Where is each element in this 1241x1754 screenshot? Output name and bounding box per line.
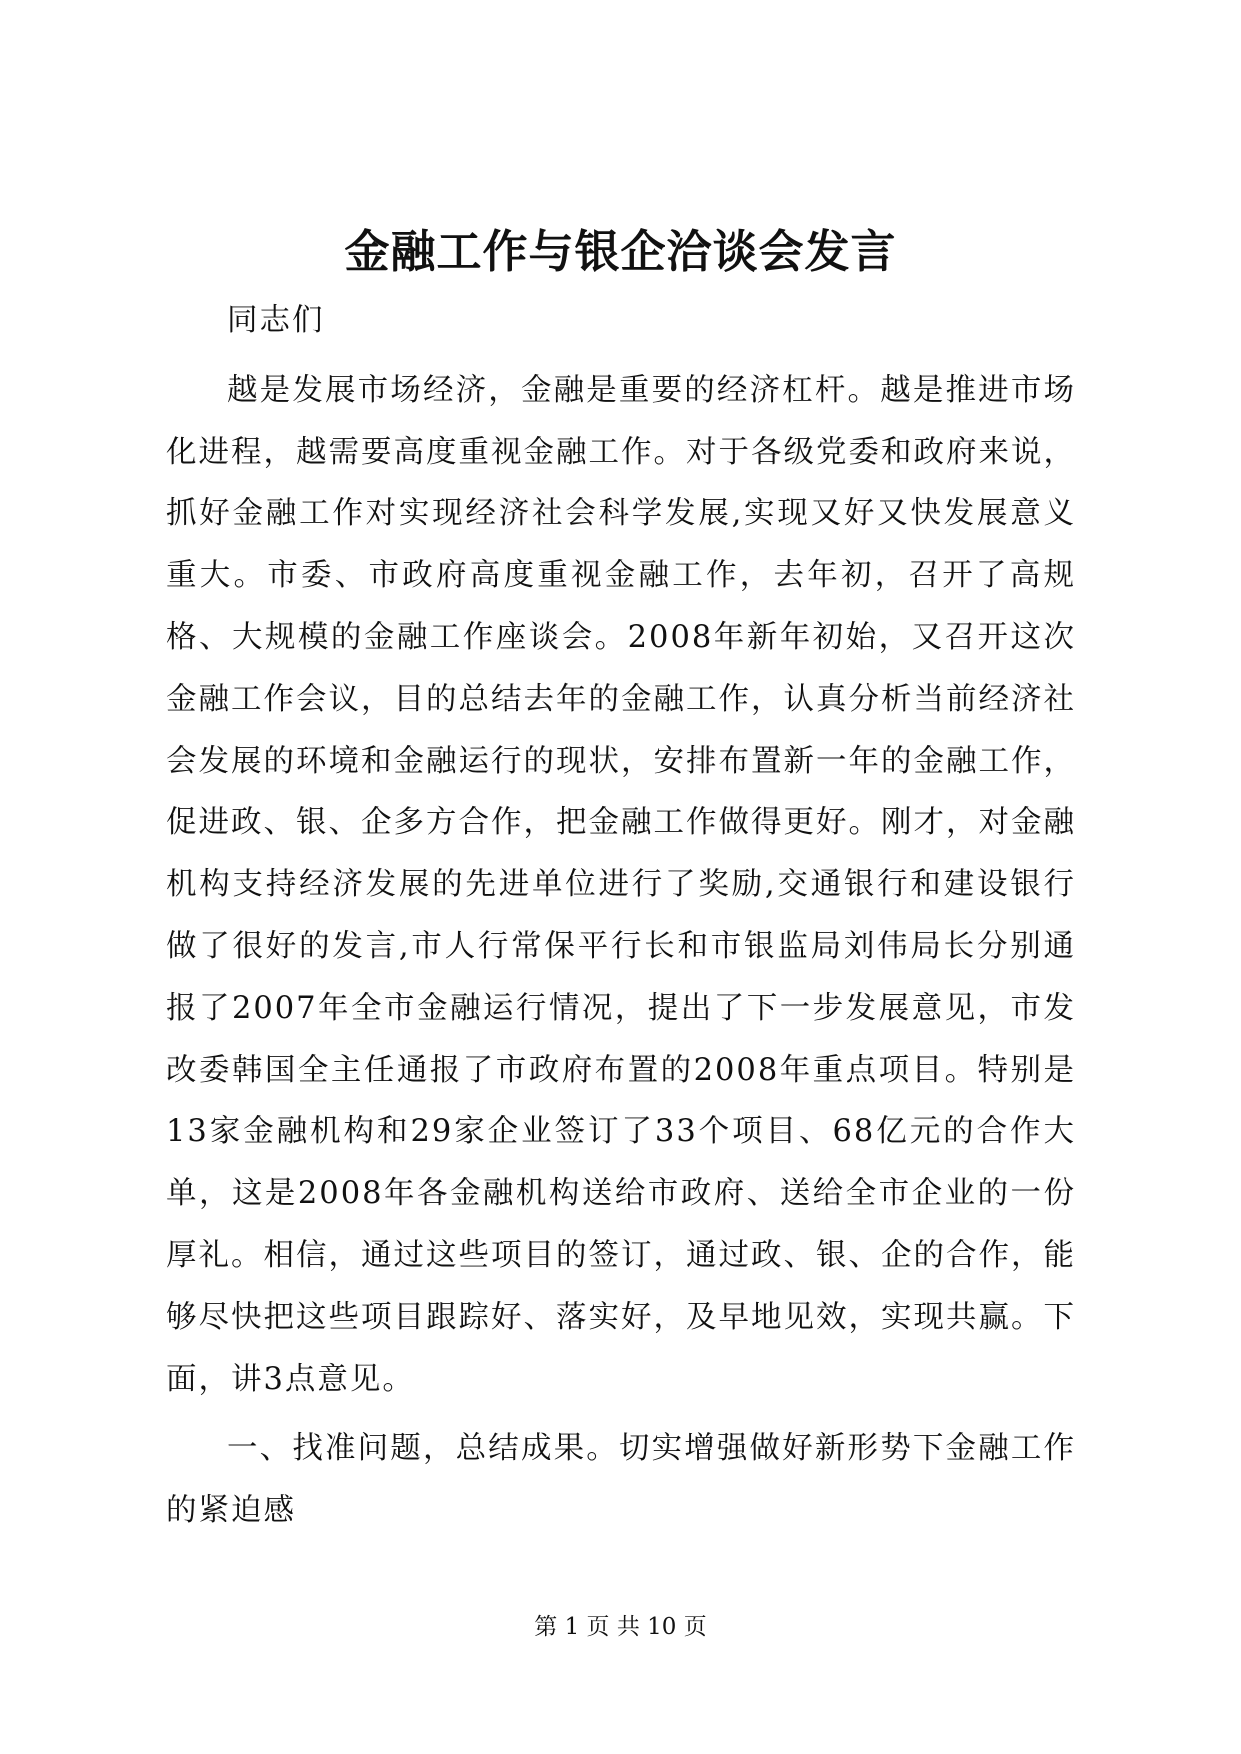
page-footer: 第 1 页 共 10 页: [534, 1614, 707, 1640]
document-title: 金融工作与银企洽谈会发言: [344, 225, 897, 278]
document-body: [166, 290, 1076, 1542]
salutation: 同志们: [227, 303, 325, 338]
paragraph-section-heading: 一、找准问题，总结成果。切实增强做好新形势下金融工作的紧迫感: [166, 1431, 1076, 1529]
paragraph-intro: 越是发展市场经济，金融是重要的经济杠杆。越是推进市场化进程，越需要高度重视金融工作。对于各级党委和政府来说，抓好金融工作对实现经济社会科学发展,实现又好又快发展意义重大。市委、市政府高度重视金融工作，去年初，召开了高规格、大规模的金融工作座谈会。2008年新年初始，又召开这次金融工作会议，目的总结去年的金融工作，认真分析当前经济社会发展的环境和金融运行的现状，安排布置新一年的金融工作，促进政、银、企多方合作，把金融工作做得更好。刚才，对金融机构支持经济发展的先进单位进行了奖励,交通银行和建设银行做了很好的发言,市人行常保平行长和市银监局刘伟局长分别通报了2007年全市金融运行情况，提出了下一步发展意见，市发改委韩国全主任通报了市政府布置的2008年重点项目。特别是13家金融机构和29家企业签订了33个项目、68亿元的合作大单，这是2008年各金融机构送给市政府、送给全市企业的一份厚礼。相信，通过这些项目的签订，通过政、银、企的合作，能够尽快把这些项目跟踪好、落实好，及早地见效，实现共赢。下面，讲3点意见。: [166, 372, 1076, 1397]
